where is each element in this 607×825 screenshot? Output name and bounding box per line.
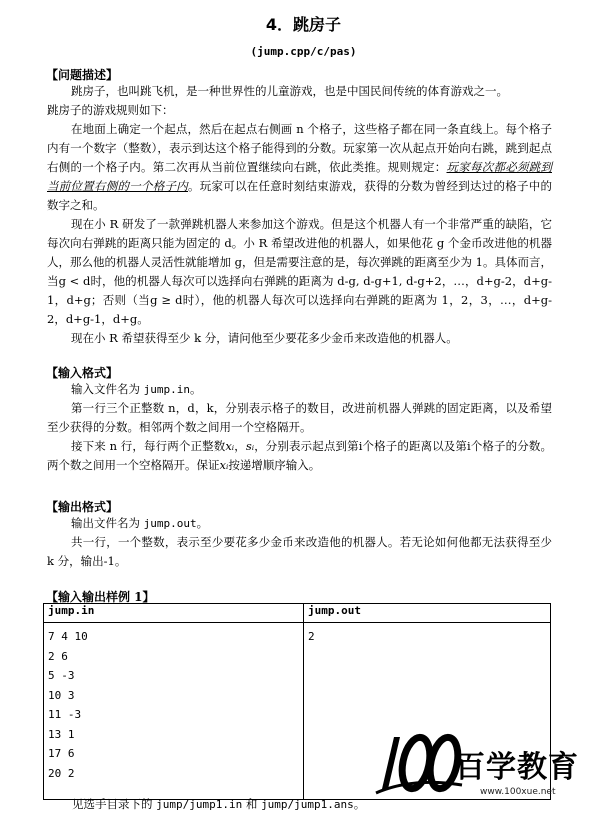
output-format xyxy=(47,514,552,571)
sample-input-cell xyxy=(44,623,304,800)
var-x-i: xᵢ xyxy=(225,439,235,453)
sample-input-line: 7 4 10 xyxy=(48,630,88,643)
input-line3-d: 按递增顺序输入。 xyxy=(228,458,321,472)
output-format-line-2: 共一行，一个整数，表示至少要花多少金币来改造他的机器人。若无论如何他都无法获得至少 k 分，输出-1。 xyxy=(47,535,552,568)
input-line3-c: ，分别表示起点到第i个格子的距离以及第i个格子的分数。两个数之间用一个空格隔开。保证 xyxy=(47,439,553,472)
input-format-line-2: 第一行三个正整数 n，d，k，分别表示格子的数目，改进前机器人弹跳的固定距离，以及希望至少获得的分数。相邻两个数之间用一个空格隔开。 xyxy=(47,401,552,434)
input-file-name: jump.in xyxy=(143,383,191,396)
rule-text: 在地面上确定一个起点，然后在起点右侧画 n 个格子，这些格子都在同一条直线上。每个格子内有一个数字（整数），表示到达这个格子能得到的分数。玩家第一次从起点开始向右跳，跳到起点右侧的一个格子内。第二次再从当前位置继续向右跳，依此类推。规则规定： xyxy=(47,122,552,174)
sample-input-line: 5 -3 xyxy=(48,669,75,682)
brand-logo-url: www.100xue.net xyxy=(480,787,556,797)
problem-description xyxy=(47,82,552,348)
footer-mid: 和 xyxy=(242,797,262,811)
input-format xyxy=(47,380,552,475)
sample-input-header: jump.in xyxy=(44,604,304,623)
problem-paragraph-1: 跳房子，也叫跳飞机，是一种世界性的儿童游戏，也是中国民间传统的体育游戏之一。 xyxy=(71,84,508,98)
sample-input-line: 13 1 xyxy=(48,727,75,741)
rule-tail: 。玩家可以在任意时刻结束游戏，获得的分数为曾经到达过的格子中的数字之和。 xyxy=(47,179,552,212)
input-line3-a: 接下来 n 行，每行两个正整数 xyxy=(71,439,226,453)
problem-file-names: (jump.cpp/c/pas) xyxy=(250,45,357,58)
sample-input-line: 10 3 xyxy=(48,688,75,702)
input-format-line-1 xyxy=(47,380,552,399)
output-format-line-1 xyxy=(47,514,552,533)
section-heading-problem: 【问题描述】 xyxy=(46,68,119,82)
footer-pre: 见选手目录下的 xyxy=(72,797,157,811)
problem-paragraph-3: 现在小 R 研发了一款弹跳机器人来参加这个游戏。但是这个机器人有一个非常严重的缺陷，它每次向右弹跳的距离只能为固定的 d。小 R 希望改进他的机器人，如果他花 g 个金币改进他的机器人，那么他的机器人灵活性就能增加 g，但是需要注意的是，每次弹跳的距离至少为 1。具体而言，当g < d时，他的机器人每次可以选择向右弹跳的距离为 d-g, d-g+1, d-g+2，…，d+g-2，d+g-1，d+g；否则（当g ≥ d时），他的机器人每次可以选择向右弹跳的距离为 1，2，3，…，d+g-2，d+g-1，d+g。 xyxy=(47,217,552,326)
sample-input-line: 2 6 xyxy=(48,649,68,663)
sample-input-line: 17 6 xyxy=(48,747,75,760)
var-x-i-2: xᵢ xyxy=(219,458,229,472)
input-line3-b: ， xyxy=(234,439,246,453)
rule-emphasis: 玩家每次都必须跳到当前位置右侧的一个格子内 xyxy=(47,160,552,193)
sample-output-line: 2 xyxy=(308,630,315,643)
problem-paragraph-4: 现在小 R 希望获得至少 k 分，请问他至少要花多少金币来改造他的机器人。 xyxy=(71,331,458,345)
problem-title: 4．跳房子 xyxy=(265,15,342,34)
var-s-i: sᵢ xyxy=(245,439,255,453)
sample-input-line: 11 -3 xyxy=(48,708,82,721)
input-file-end: 。 xyxy=(190,382,202,396)
input-format-line-3 xyxy=(47,437,552,475)
sample-files-note xyxy=(72,796,365,812)
section-heading-output: 【输出格式】 xyxy=(46,500,119,514)
brand-logo-text: 百学教育 xyxy=(455,750,579,785)
input-file-intro: 输入文件名为 xyxy=(71,382,144,396)
problem-paragraph-1b: 跳房子的游戏规则如下： xyxy=(47,103,174,117)
footer-file-1: jump/jump1.in xyxy=(156,798,243,811)
section-heading-input: 【输入格式】 xyxy=(46,366,119,380)
footer-file-2: jump/jump1.ans xyxy=(261,798,354,811)
output-file-intro: 输出文件名为 xyxy=(71,516,144,530)
sample-output-header: jump.out xyxy=(304,604,551,623)
output-file-end: 。 xyxy=(196,516,209,530)
footer-post: 。 xyxy=(353,797,366,811)
output-file-name: jump.out xyxy=(143,517,197,530)
problem-paragraph-2 xyxy=(47,120,552,215)
section-heading-sample: 【输入输出样例 1】 xyxy=(46,590,155,604)
sample-input-line: 20 2 xyxy=(48,766,75,780)
